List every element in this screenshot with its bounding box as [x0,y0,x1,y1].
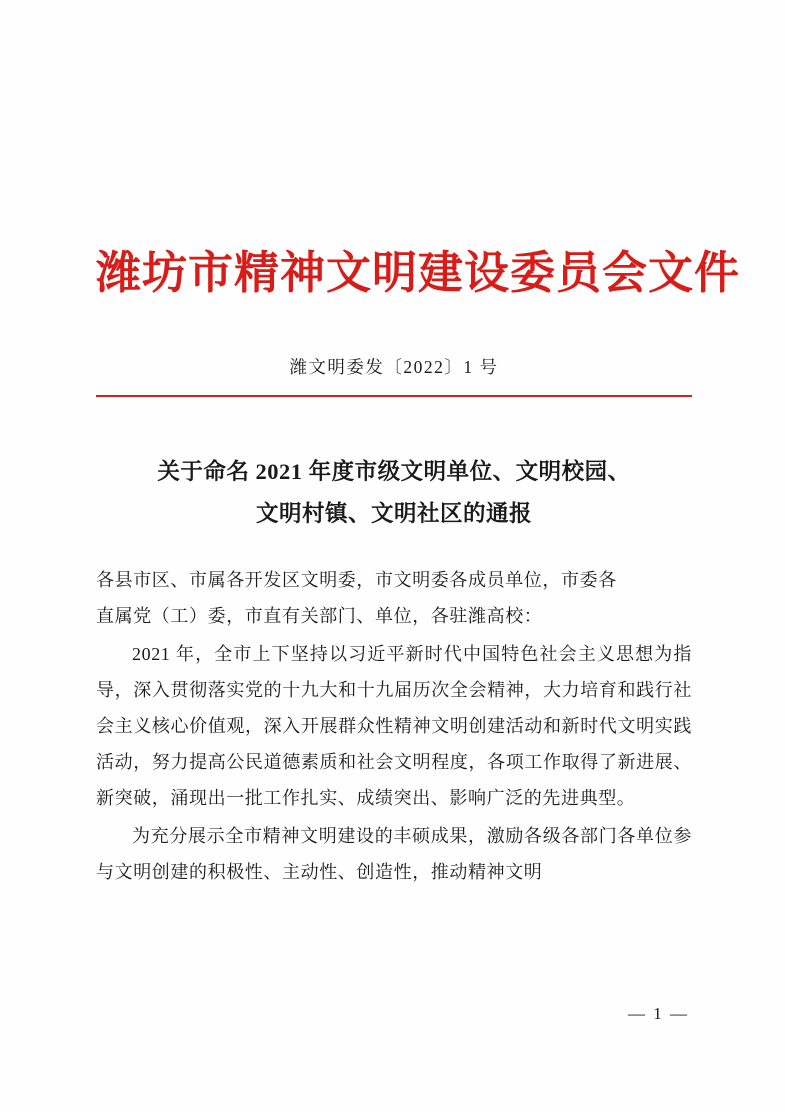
salutation-line-2: 直属党（工）委，市直有关部门、单位，各驻潍高校： [96,606,543,626]
salutation-line-1: 各县市区、市属各开发区文明委，市文明委各成员单位，市委各 [96,570,617,590]
body-paragraph-1: 2021 年，全市上下坚持以习近平新时代中国特色社会主义思想为指导，深入贯彻落实党的十九大和十九届历次全会精神，大力培育和践行社会主义核心价值观，深入开展群众性精神文明创建活动和新时代文明实践活动，努力提高公民道德素质和社会文明程度，各项工作取得了新进展、新突破，涌现出一批工作扎实、成绩突出、影响广泛的先进典型。 [96,644,692,808]
page-title [96,451,692,537]
salutation-block [96,562,692,634]
page-title-line-2: 文明村镇、文明社区的通报 [255,501,532,527]
page-number: — 1 — [628,1004,689,1023]
body-paragraphs [96,636,692,890]
page-title-line-1: 关于命名 2021 年度市级文明单位、文明校园、 [157,458,631,484]
document-body [96,0,741,890]
document-number: 潍文明委发〔2022〕1 号 [289,356,499,377]
red-divider-rule [96,395,692,397]
body-paragraph-2: 为充分展示全市精神文明建设的丰硕成果，激励各级各部门各单位参与文明创建的积极性、主动性、创造性，推动精神文明 [96,826,692,882]
document-masthead: 潍坊市精神文明建设委员会文件 [96,246,741,299]
